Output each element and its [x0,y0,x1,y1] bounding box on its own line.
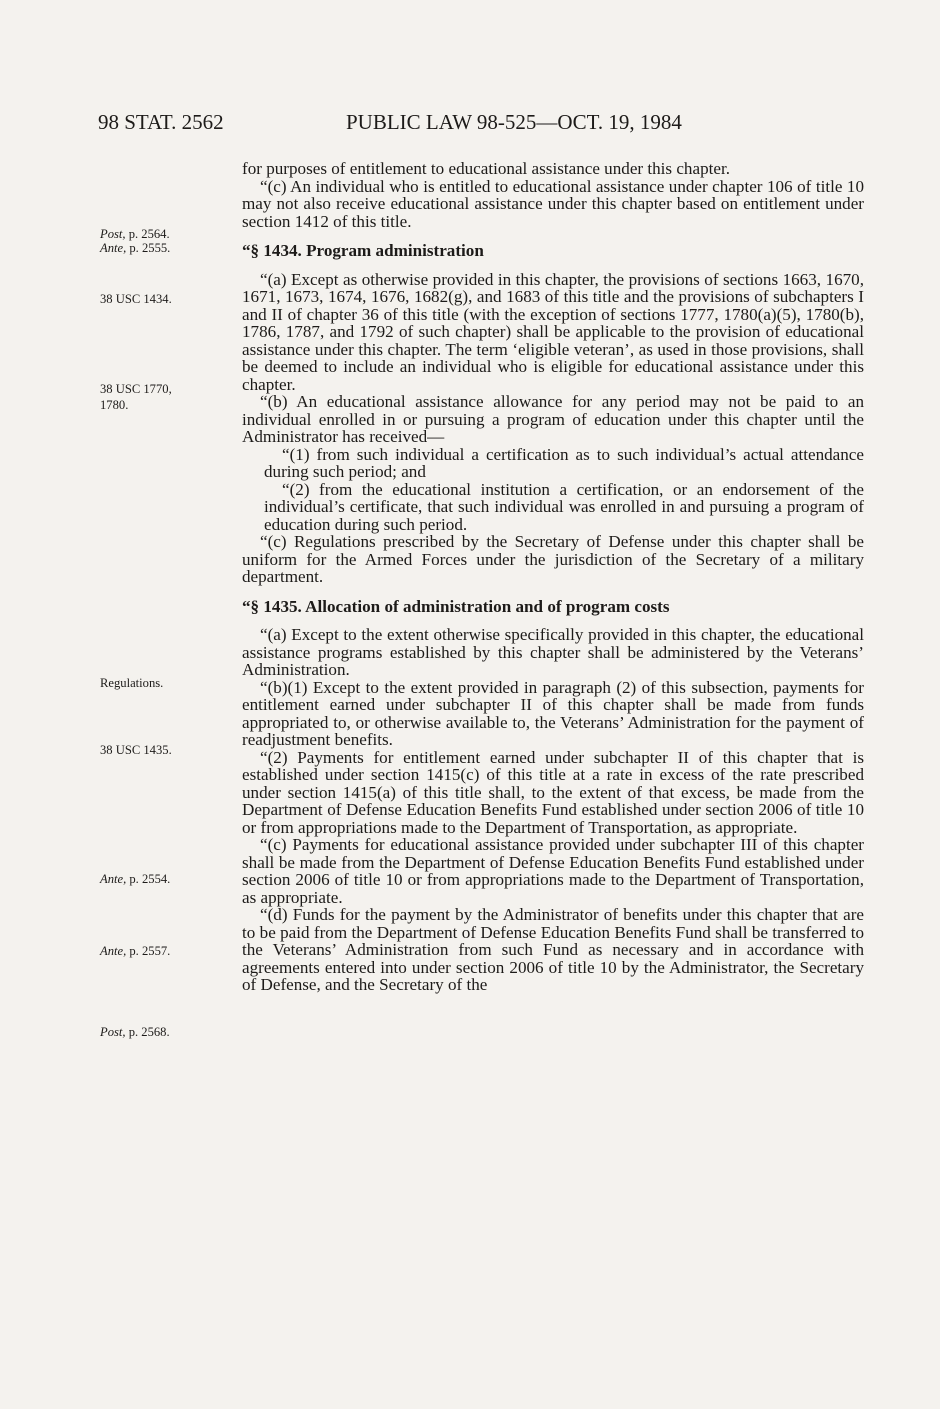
paragraph: “(a) Except to the extent otherwise specifically provided in this chapter, the educational assistance programs established by this chapter shall be administered by the Veterans’ Administration. [242,625,864,679]
margin-note: 38 USC 1435. [100,743,172,757]
paragraph: “(d) Funds for the payment by the Administrator of benefits under this chapter that are to be paid from the Department of Defense Education Benefits Fund shall be transferred to the Veterans’ Administration from such Fund as necessary and in accordance with agreements entered into under section 2006 of title 10 by the Administrator, the Secretary of Defense, and the Secretary of the [242,905,864,994]
paragraph: “(1) from such individual a certification as to such individual’s actual attendance during such period; and [264,444,864,481]
margin-note: Ante, p. 2555. [100,241,171,255]
margin-note: Post, p. 2564. [100,227,170,241]
margin-note: Ante, p. 2557. [100,944,171,958]
public-law-title: PUBLIC LAW 98-525—OCT. 19, 1984 [346,110,682,134]
paragraph: “(b)(1) Except to the extent provided in paragraph (2) of this subsection, payments for entitlement earned under subchapter II of this chapter shall be made from funds appropriated to, or otherwise available to, the Veterans’ Administration for the payment of readjustment benefits. [242,677,864,749]
paragraph: “(c) Payments for educational assistance provided under subchapter III of this chapter shall be made from the Department of Defense Education Benefits Fund established under section 2006 of title 10 or from appropriations made to the Department of Transportation, as appropriate. [242,835,864,907]
margin-note: 1780. [100,398,129,412]
paragraph: “(2) from the educational institution a certification, or an endorsement of the individual’s certificate, that such individual was enrolled in and pursuing a program of education during such period. [264,479,864,534]
paragraph: “(c) An individual who is entitled to educational assistance under chapter 106 of title 10 may not also receive educational assistance under this chapter based on entitlement under section 1412 of this title. [242,176,864,231]
margin-note: Ante, p. 2554. [100,872,171,886]
page-header [98,110,870,142]
margin-note: Regulations. [100,676,164,690]
statute-page-number: 98 STAT. 2562 [98,110,224,134]
margin-note: 38 USC 1434. [100,292,172,306]
section-heading: “§ 1435. Allocation of administration and of program costs [242,596,670,616]
margin-note: Post, p. 2568. [100,1025,170,1039]
body-text [242,160,864,994]
paragraph: for purposes of entitlement to educational assistance under this chapter. [242,159,730,178]
section-heading: “§ 1434. Program administration [242,241,484,260]
paragraph: “(c) Regulations prescribed by the Secretary of Defense under this chapter shall be uniform for the Armed Forces under the jurisdiction of the Secretary of a military department. [242,532,864,586]
paragraph: “(b) An educational assistance allowance for any period may not be paid to an individual enrolled in or pursuing a program of education under this chapter until the Administrator has received— [242,392,864,446]
paragraph: “(2) Payments for entitlement earned under subchapter II of this chapter that is established under section 1415(c) of this title at a rate in excess of the rate prescribed under section 1415(a) of this title shall, to the extent of that excess, be made from the Department of Defense Education Benefits Fund established under section 2006 of title 10 or from appropriations made to the Department of Transportation, as appropriate. [242,747,864,837]
margin-note: 38 USC 1770, [100,382,172,396]
paragraph: “(a) Except as otherwise provided in this chapter, the provisions of sections 1663, 1670, 1671, 1673, 1674, 1676, 1682(g), and 1683 of this title and the provisions of subchapters I and II of chapter 36 of this title (with the exception of sections 1777, 1780(a)(5), 1780(b), 1786, 1787, and 1792 of such chapter) shall be applicable to the provision of educational assistance under this chapter. The term ‘eligible veteran’, as used in those provisions, shall be deemed to include an individual who is eligible for educational assistance under this chapter. [242,269,864,394]
